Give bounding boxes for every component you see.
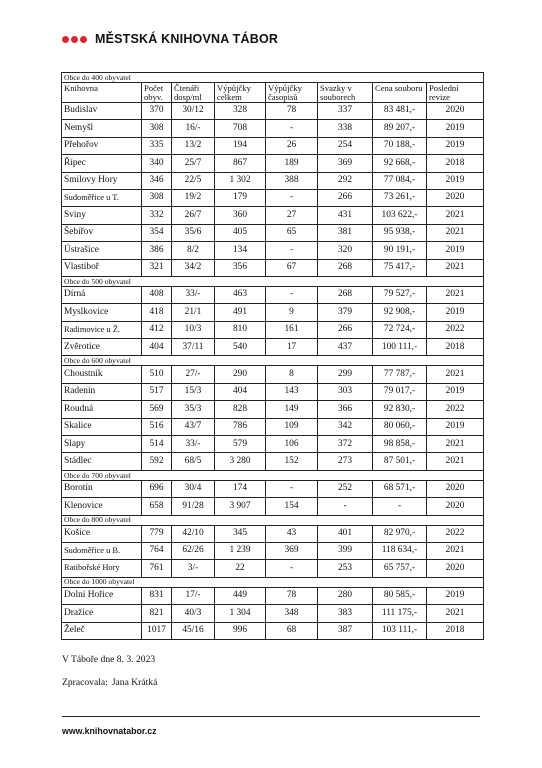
section-title: Obce do 600 obyvatel: [62, 356, 484, 366]
table-cell: 111 175,-: [373, 605, 427, 622]
library-name: Dolní Hořice: [62, 587, 142, 604]
section-header: [62, 276, 484, 286]
table-cell: 2019: [427, 137, 484, 154]
table-cell: 404: [215, 383, 266, 400]
table-cell: 335: [142, 137, 172, 154]
table-cell: 118 634,-: [373, 542, 427, 559]
table-cell: 79 527,-: [373, 286, 427, 303]
table-cell: 268: [318, 259, 373, 276]
table-cell: 30/12: [172, 103, 215, 120]
table-cell: 273: [318, 453, 373, 470]
table-cell: 9: [266, 304, 318, 321]
table-cell: -: [266, 189, 318, 206]
table-cell: 388: [266, 172, 318, 189]
table-cell: 405: [215, 224, 266, 241]
table-cell: 342: [318, 418, 373, 435]
section-header: [62, 577, 484, 587]
table-cell: 68 571,-: [373, 480, 427, 497]
website-url: www.knihovnatabor.cz: [62, 726, 157, 736]
table-row: [62, 259, 484, 276]
table-cell: 658: [142, 498, 172, 515]
table-cell: 16/-: [172, 120, 215, 137]
table-row: [62, 560, 484, 577]
library-name: Budislav: [62, 103, 142, 120]
column-header-row: [62, 83, 484, 103]
table-cell: 2021: [427, 605, 484, 622]
section-title: Obce do 1000 obyvatel: [62, 577, 484, 587]
section-header: [62, 515, 484, 525]
library-name: Zvěrotice: [62, 339, 142, 356]
logo-dot: [71, 36, 78, 43]
table-cell: 77 787,-: [373, 366, 427, 383]
table-cell: 134: [215, 242, 266, 259]
table-cell: 592: [142, 453, 172, 470]
table-cell: 266: [318, 189, 373, 206]
table-cell: 91/28: [172, 498, 215, 515]
table-cell: 13/2: [172, 137, 215, 154]
table-cell: 360: [215, 207, 266, 224]
table-cell: 253: [318, 560, 373, 577]
table-cell: 332: [142, 207, 172, 224]
library-name: Klenovice: [62, 498, 142, 515]
section-title: Obce do 700 obyvatel: [62, 470, 484, 480]
library-name: Přehořov: [62, 137, 142, 154]
table-row: [62, 542, 484, 559]
table-cell: 292: [318, 172, 373, 189]
table-cell: 2020: [427, 480, 484, 497]
table-cell: 33/-: [172, 436, 215, 453]
table-cell: 2020: [427, 498, 484, 515]
table-cell: 370: [142, 103, 172, 120]
table-row: [62, 366, 484, 383]
table-cell: 437: [318, 339, 373, 356]
table-cell: 92 830,-: [373, 401, 427, 418]
table-cell: 78: [266, 587, 318, 604]
table-cell: 2022: [427, 401, 484, 418]
section-header: [62, 356, 484, 366]
brand-name: MĚSTSKÁ KNIHOVNA TÁBOR: [95, 32, 279, 46]
table-cell: 73 261,-: [373, 189, 427, 206]
table-row: [62, 480, 484, 497]
table-cell: 22/5: [172, 172, 215, 189]
section-title: Obce do 400 obyvatel: [62, 73, 484, 83]
table-cell: 2021: [427, 259, 484, 276]
table-cell: 308: [142, 189, 172, 206]
table-cell: 354: [142, 224, 172, 241]
table-cell: 75 417,-: [373, 259, 427, 276]
table-cell: 34/2: [172, 259, 215, 276]
column-header: Čtenáři dosp/ml: [172, 83, 215, 103]
table-cell: -: [373, 498, 427, 515]
table-cell: -: [266, 560, 318, 577]
library-name: Smilovy Hory: [62, 172, 142, 189]
table-cell: 152: [266, 453, 318, 470]
table-cell: 779: [142, 525, 172, 542]
column-header: Počet obyv.: [142, 83, 172, 103]
table-row: [62, 525, 484, 542]
table-cell: 2019: [427, 587, 484, 604]
library-name: Želeč: [62, 622, 142, 639]
library-name: Sudoměřice u T.: [62, 189, 142, 206]
table-cell: 786: [215, 418, 266, 435]
table-row: [62, 189, 484, 206]
table-cell: 2020: [427, 189, 484, 206]
library-name: Dírná: [62, 286, 142, 303]
library-name: Skalice: [62, 418, 142, 435]
table-cell: 90 191,-: [373, 242, 427, 259]
table-cell: 89 207,-: [373, 120, 427, 137]
table-row: [62, 383, 484, 400]
table-cell: 109: [266, 418, 318, 435]
column-header: Cena souboru: [373, 83, 427, 103]
library-name: Slapy: [62, 436, 142, 453]
table-row: [62, 155, 484, 172]
table-row: [62, 453, 484, 470]
table-cell: 3 907: [215, 498, 266, 515]
table-row: [62, 224, 484, 241]
table-cell: 68: [266, 622, 318, 639]
table-cell: 26/7: [172, 207, 215, 224]
prepared-by: [62, 677, 157, 688]
table-cell: 1 304: [215, 605, 266, 622]
table-cell: 2022: [427, 321, 484, 338]
table-cell: 143: [266, 383, 318, 400]
logo: [62, 32, 278, 46]
table-cell: 828: [215, 401, 266, 418]
section-title: Obce do 800 obyvatel: [62, 515, 484, 525]
table-cell: 17/-: [172, 587, 215, 604]
table-cell: 517: [142, 383, 172, 400]
table-cell: 100 111,-: [373, 339, 427, 356]
table-cell: 369: [318, 155, 373, 172]
table-cell: 2021: [427, 436, 484, 453]
table-cell: 27/-: [172, 366, 215, 383]
table-cell: 280: [318, 587, 373, 604]
table-row: [62, 207, 484, 224]
library-name: Borotín: [62, 480, 142, 497]
table-cell: 254: [318, 137, 373, 154]
table-cell: 696: [142, 480, 172, 497]
table-row: [62, 436, 484, 453]
section-header: [62, 73, 484, 83]
table-cell: 106: [266, 436, 318, 453]
library-name: Roudná: [62, 401, 142, 418]
table-row: [62, 418, 484, 435]
table-cell: 372: [318, 436, 373, 453]
table-cell: -: [318, 498, 373, 515]
table-cell: 27: [266, 207, 318, 224]
table-cell: 17: [266, 339, 318, 356]
table-row: [62, 304, 484, 321]
table-cell: 299: [318, 366, 373, 383]
table-cell: 92 908,-: [373, 304, 427, 321]
table-cell: 2019: [427, 383, 484, 400]
table-cell: 381: [318, 224, 373, 241]
table-cell: 2018: [427, 339, 484, 356]
table-cell: 80 585,-: [373, 587, 427, 604]
table-cell: 83 481,-: [373, 103, 427, 120]
library-statistics-table: [61, 72, 484, 640]
table-cell: 708: [215, 120, 266, 137]
library-name: Ratibořské Hory: [62, 560, 142, 577]
table-cell: 8/2: [172, 242, 215, 259]
table-cell: 2018: [427, 622, 484, 639]
table-cell: 33/-: [172, 286, 215, 303]
table-cell: 867: [215, 155, 266, 172]
table-cell: 510: [142, 366, 172, 383]
table-cell: 303: [318, 383, 373, 400]
table-cell: 10/3: [172, 321, 215, 338]
table-cell: 19/2: [172, 189, 215, 206]
library-name: Sviny: [62, 207, 142, 224]
table-cell: -: [266, 242, 318, 259]
table-cell: 290: [215, 366, 266, 383]
table-cell: 764: [142, 542, 172, 559]
table-cell: 491: [215, 304, 266, 321]
table-cell: 189: [266, 155, 318, 172]
column-header: Výpůjčky celkem: [215, 83, 266, 103]
column-header: Knihovna: [62, 83, 142, 103]
table-cell: 321: [142, 259, 172, 276]
table-cell: 2019: [427, 120, 484, 137]
table-cell: 92 668,-: [373, 155, 427, 172]
logo-dot: [80, 36, 87, 43]
table-cell: 65 757,-: [373, 560, 427, 577]
table-cell: 154: [266, 498, 318, 515]
table-cell: -: [266, 286, 318, 303]
table-row: [62, 401, 484, 418]
table-cell: 42/10: [172, 525, 215, 542]
table-cell: 79 017,-: [373, 383, 427, 400]
table-cell: 1 239: [215, 542, 266, 559]
table-cell: 95 938,-: [373, 224, 427, 241]
table-cell: 252: [318, 480, 373, 497]
table-cell: 82 970,-: [373, 525, 427, 542]
table-cell: 26: [266, 137, 318, 154]
table-row: [62, 120, 484, 137]
table-cell: 412: [142, 321, 172, 338]
table-cell: 67: [266, 259, 318, 276]
table-cell: 328: [215, 103, 266, 120]
table-cell: 337: [318, 103, 373, 120]
table-cell: 2021: [427, 366, 484, 383]
table-cell: 98 858,-: [373, 436, 427, 453]
table-cell: 369: [266, 542, 318, 559]
table-cell: 1 302: [215, 172, 266, 189]
table-row: [62, 605, 484, 622]
table-row: [62, 172, 484, 189]
library-name: Myslkovice: [62, 304, 142, 321]
table-row: [62, 137, 484, 154]
library-name: Radimovice u Ž.: [62, 321, 142, 338]
table-cell: 404: [142, 339, 172, 356]
table-cell: 78: [266, 103, 318, 120]
table-cell: 35/3: [172, 401, 215, 418]
table-cell: 70 188,-: [373, 137, 427, 154]
table-cell: 149: [266, 401, 318, 418]
table-cell: 387: [318, 622, 373, 639]
table-cell: 346: [142, 172, 172, 189]
table-cell: 2020: [427, 560, 484, 577]
table-cell: 268: [318, 286, 373, 303]
table-row: [62, 286, 484, 303]
column-header: Poslední revize: [427, 83, 484, 103]
table-cell: 2021: [427, 286, 484, 303]
table-row: [62, 339, 484, 356]
library-name: Stádlec: [62, 453, 142, 470]
table-cell: 37/11: [172, 339, 215, 356]
table-cell: 40/3: [172, 605, 215, 622]
table-cell: 516: [142, 418, 172, 435]
table-cell: 62/26: [172, 542, 215, 559]
table-cell: 1017: [142, 622, 172, 639]
table-cell: -: [266, 120, 318, 137]
table-cell: 43/7: [172, 418, 215, 435]
section-title: Obce do 500 obyvatel: [62, 276, 484, 286]
table-row: [62, 498, 484, 515]
prepared-by-label: Zpracovala:: [62, 677, 108, 688]
table-cell: -: [266, 480, 318, 497]
footer-divider: [62, 716, 480, 717]
table-cell: 103 111,-: [373, 622, 427, 639]
table-cell: 320: [318, 242, 373, 259]
table-cell: 2020: [427, 103, 484, 120]
table-cell: 2022: [427, 525, 484, 542]
table-cell: 45/16: [172, 622, 215, 639]
table-cell: 77 084,-: [373, 172, 427, 189]
table-cell: 2021: [427, 207, 484, 224]
table-cell: 2019: [427, 418, 484, 435]
table-row: [62, 242, 484, 259]
table-cell: 996: [215, 622, 266, 639]
table-cell: 356: [215, 259, 266, 276]
prepared-by-name: Jana Krátká: [111, 677, 158, 688]
table-cell: 2021: [427, 542, 484, 559]
table-cell: 68/5: [172, 453, 215, 470]
library-name: Choustník: [62, 366, 142, 383]
column-header: Svazky v souborech: [318, 83, 373, 103]
table-cell: 65: [266, 224, 318, 241]
table-cell: 21/1: [172, 304, 215, 321]
table-cell: 540: [215, 339, 266, 356]
logo-dot: [62, 36, 69, 43]
table-cell: 569: [142, 401, 172, 418]
table-cell: 2018: [427, 155, 484, 172]
library-name: Dražice: [62, 605, 142, 622]
library-name: Vlastiboř: [62, 259, 142, 276]
table-cell: 15/3: [172, 383, 215, 400]
logo-dots-icon: [62, 36, 87, 43]
library-name: Šebířov: [62, 224, 142, 241]
table-cell: 338: [318, 120, 373, 137]
table-cell: 408: [142, 286, 172, 303]
column-header: Výpůjčky časopisů: [266, 83, 318, 103]
table-cell: 386: [142, 242, 172, 259]
table-cell: 399: [318, 542, 373, 559]
table-cell: 3/-: [172, 560, 215, 577]
document-date: V Táboře dne 8. 3. 2023: [62, 654, 156, 665]
table-cell: 161: [266, 321, 318, 338]
table-cell: 2021: [427, 453, 484, 470]
table-cell: 348: [266, 605, 318, 622]
table-cell: 174: [215, 480, 266, 497]
table-cell: 383: [318, 605, 373, 622]
table-cell: 25/7: [172, 155, 215, 172]
table-cell: 463: [215, 286, 266, 303]
table-cell: 418: [142, 304, 172, 321]
table-cell: 72 724,-: [373, 321, 427, 338]
table-cell: 2019: [427, 242, 484, 259]
table-cell: 761: [142, 560, 172, 577]
section-header: [62, 470, 484, 480]
library-name: Ústrašice: [62, 242, 142, 259]
table-cell: 431: [318, 207, 373, 224]
table-cell: 43: [266, 525, 318, 542]
table-cell: 8: [266, 366, 318, 383]
table-cell: 379: [318, 304, 373, 321]
table-cell: 810: [215, 321, 266, 338]
table-row: [62, 103, 484, 120]
table-cell: 2021: [427, 224, 484, 241]
table-cell: 345: [215, 525, 266, 542]
table-cell: 35/6: [172, 224, 215, 241]
table-cell: 22: [215, 560, 266, 577]
table-row: [62, 622, 484, 639]
library-name: Radenín: [62, 383, 142, 400]
table-cell: 340: [142, 155, 172, 172]
table-cell: 266: [318, 321, 373, 338]
table-cell: 80 060,-: [373, 418, 427, 435]
table-cell: 2019: [427, 304, 484, 321]
table-row: [62, 587, 484, 604]
table-cell: 831: [142, 587, 172, 604]
table-cell: 194: [215, 137, 266, 154]
table-cell: 449: [215, 587, 266, 604]
library-name: Nemyšl: [62, 120, 142, 137]
library-name: Sudoměřice u B.: [62, 542, 142, 559]
table-cell: 30/4: [172, 480, 215, 497]
table-cell: 579: [215, 436, 266, 453]
library-name: Řípec: [62, 155, 142, 172]
library-name: Košice: [62, 525, 142, 542]
table-cell: 103 622,-: [373, 207, 427, 224]
table-cell: 366: [318, 401, 373, 418]
table-cell: 821: [142, 605, 172, 622]
table-cell: 2019: [427, 172, 484, 189]
table-cell: 514: [142, 436, 172, 453]
table-cell: 401: [318, 525, 373, 542]
table-cell: 87 501,-: [373, 453, 427, 470]
table-cell: 179: [215, 189, 266, 206]
table-cell: 308: [142, 120, 172, 137]
table-row: [62, 321, 484, 338]
table-cell: 3 280: [215, 453, 266, 470]
